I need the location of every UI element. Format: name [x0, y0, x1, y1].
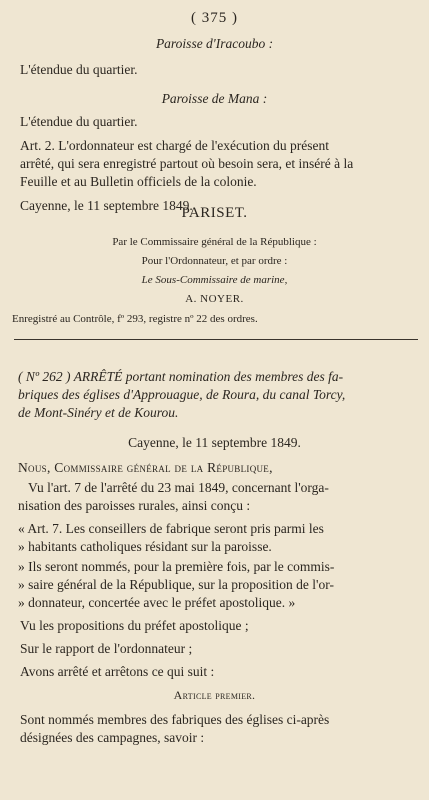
parish-mana-text: L'étendue du quartier. — [20, 114, 138, 129]
parish-iracoubo-text: L'étendue du quartier. — [20, 62, 138, 77]
article2-line1: Art. 2. L'ordonnateur est chargé de l'exécution du présent — [20, 138, 330, 153]
parish-mana-heading: Paroisse de Mana : — [161, 91, 268, 106]
sur-rapport: Sur le rapport de l'ordonnateur ; — [20, 641, 193, 656]
decree-title-line1: ( Nº 262 ) ARRÊTÉ portant nomination des membres des fa- — [18, 369, 344, 384]
quote-line-5: » donnateur, concertée avec le préfet apostolique. » — [18, 595, 296, 610]
article2-line2: arrêté, qui sera enregistré partout où besoin sera, et inséré à la — [20, 156, 354, 171]
signatory-noyer: A. NOYER. — [185, 293, 244, 305]
by-commissioner: Par le Commissaire général de la République : — [112, 236, 317, 248]
signatory-pariset: PARISET. — [181, 205, 248, 221]
quote-line-3: » Ils seront nommés, pour la première fois, par le commis- — [18, 559, 335, 574]
for-ordonnateur: Pour l'Ordonnateur, et par ordre : — [141, 255, 288, 267]
article2-line3: Feuille et au Bulletin officiels de la colonie. — [20, 174, 257, 189]
quote-line-1: « Art. 7. Les conseillers de fabrique seront pris parmi les — [18, 521, 324, 536]
sous-commissaire: Le Sous-Commissaire de marine, — [141, 274, 288, 286]
decree-title-line3: de Mont-Sinéry et de Kourou. — [18, 405, 179, 420]
quote-line-4: » saire général de la République, sur la proposition de l'or- — [18, 577, 334, 592]
registration-note: Enregistré au Contrôle, fº 293, registre nº 22 des ordres. — [12, 313, 258, 325]
page-number: ( 375 ) — [191, 10, 238, 26]
vu-line-2: nisation des paroisses rurales, ainsi conçu : — [18, 498, 251, 513]
vu-propositions: Vu les propositions du préfet apostolique ; — [20, 618, 249, 633]
nous-line: Nous, Commissaire général de la République, — [18, 460, 273, 475]
article-premier: Article premier. — [173, 688, 256, 702]
avons-arrete: Avons arrêté et arrêtons ce qui suit : — [20, 664, 215, 679]
section-divider — [14, 339, 418, 340]
vu-line-1: Vu l'art. 7 de l'arrêté du 23 mai 1849, concernant l'orga- — [28, 480, 329, 495]
decree-title-line2: briques des églises d'Approuague, de Roura, du canal Torcy, — [18, 387, 346, 402]
sont-nommes-line-1: Sont nommés membres des fabriques des églises ci-après — [20, 712, 330, 727]
date-line-2: Cayenne, le 11 septembre 1849. — [128, 435, 301, 450]
parish-iracoubo-heading: Paroisse d'Iracoubo : — [155, 36, 274, 51]
sont-nommes-line-2: désignées des campagnes, savoir : — [20, 730, 205, 745]
quote-line-2: » habitants catholiques résidant sur la paroisse. — [18, 539, 272, 554]
date-line-1: Cayenne, le 11 septembre 1849. — [20, 198, 193, 213]
